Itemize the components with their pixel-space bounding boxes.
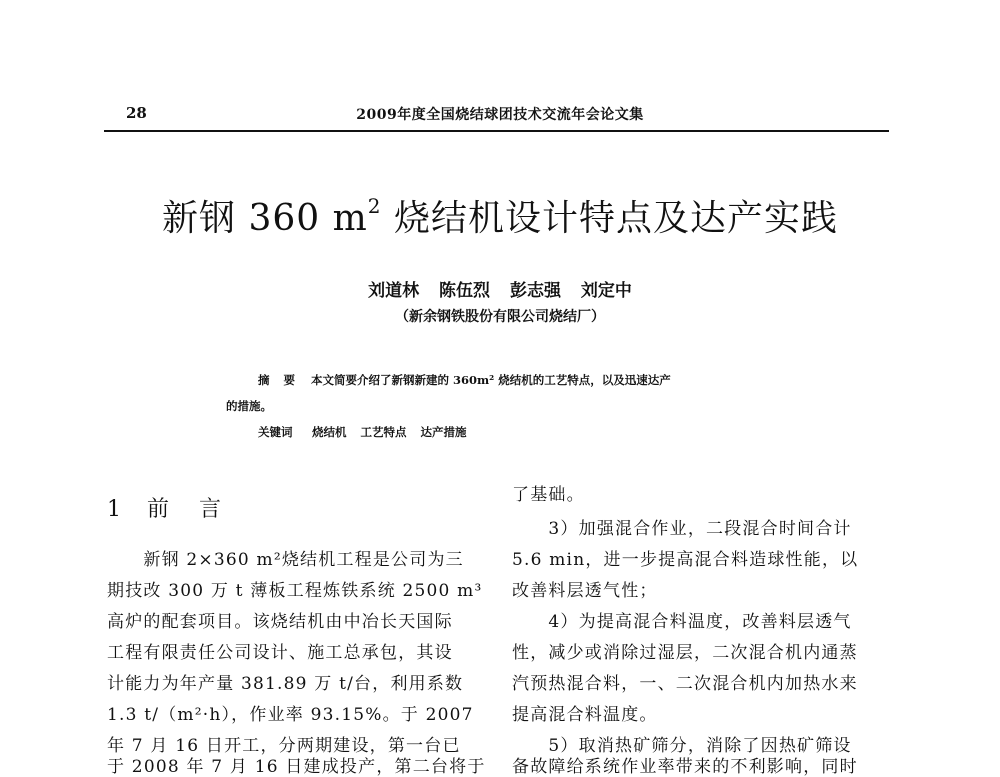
paper-title <box>0 190 1000 241</box>
authors: 刘道林 陈伍烈 彭志强 刘定中 <box>368 281 632 301</box>
section-heading <box>107 492 223 523</box>
title-main: 新钢 360 m <box>162 198 368 239</box>
right-column-line: 了基础。 <box>512 485 585 505</box>
left-column-line: 计能力为年产量 381.89 万 t/台，利用系数 <box>107 674 464 694</box>
abstract-line-1: 本文简要介绍了新钢新建的 360m² 烧结机的工艺特点，以及迅速达产 <box>311 373 671 387</box>
right-column-line: 汽预热混合料，一、二次混合机内加热水来 <box>512 674 858 694</box>
right-column-line: 4）为提高混合料温度，改善料层透气 <box>512 612 852 632</box>
page-number: 28 <box>126 104 147 122</box>
header-rule <box>104 130 889 132</box>
section-title-char: 前 <box>147 497 172 522</box>
keywords-label: 关键词 <box>258 425 293 439</box>
abstract-line-2: 的措施。 <box>226 399 272 413</box>
right-column-line: 改善料层透气性； <box>512 581 658 601</box>
keywords-text: 烧结机 工艺特点 达产措施 <box>312 425 467 439</box>
right-column-line: 5.6 min，进一步提高混合料造球性能，以 <box>512 550 859 570</box>
title-superscript: 2 <box>367 194 382 218</box>
abstract-label: 摘 要 <box>258 373 296 387</box>
left-column-line: 于 2008 年 7 月 16 日建成投产，第二台将于 <box>107 757 486 777</box>
left-column-line: 1.3 t/（m²·h），作业率 93.15%。于 2007 <box>107 705 474 725</box>
section-title-char: 言 <box>199 497 224 522</box>
left-column-line: 期技改 300 万 t 薄板工程炼铁系统 2500 m³ <box>107 581 483 601</box>
right-column-line: 备故障给系统作业率带来的不利影响，同时 <box>512 757 858 777</box>
right-column-line: 3）加强混合作业，二段混合时间合计 <box>512 519 852 539</box>
title-rest: 烧结机设计特点及达产实践 <box>381 198 838 239</box>
left-column-line: 新钢 2×360 m²烧结机工程是公司为三 <box>107 550 464 570</box>
running-title: 2009年度全国烧结球团技术交流年会论文集 <box>356 107 644 123</box>
left-column-line: 工程有限责任公司设计、施工总承包，其设 <box>107 643 453 663</box>
right-column-line: 5）取消热矿筛分，消除了因热矿筛设 <box>512 736 852 756</box>
left-column-line: 年 7 月 16 日开工，分两期建设，第一台已 <box>107 736 461 756</box>
affiliation: （新余钢铁股份有限公司烧结厂） <box>395 309 605 325</box>
section-number: 1 <box>107 497 123 522</box>
right-column-line: 性，减少或消除过湿层，二次混合机内通蒸 <box>512 643 858 663</box>
left-column-line: 高炉的配套项目。该烧结机由中冶长天国际 <box>107 612 453 632</box>
right-column-line: 提高混合料温度。 <box>512 705 658 725</box>
